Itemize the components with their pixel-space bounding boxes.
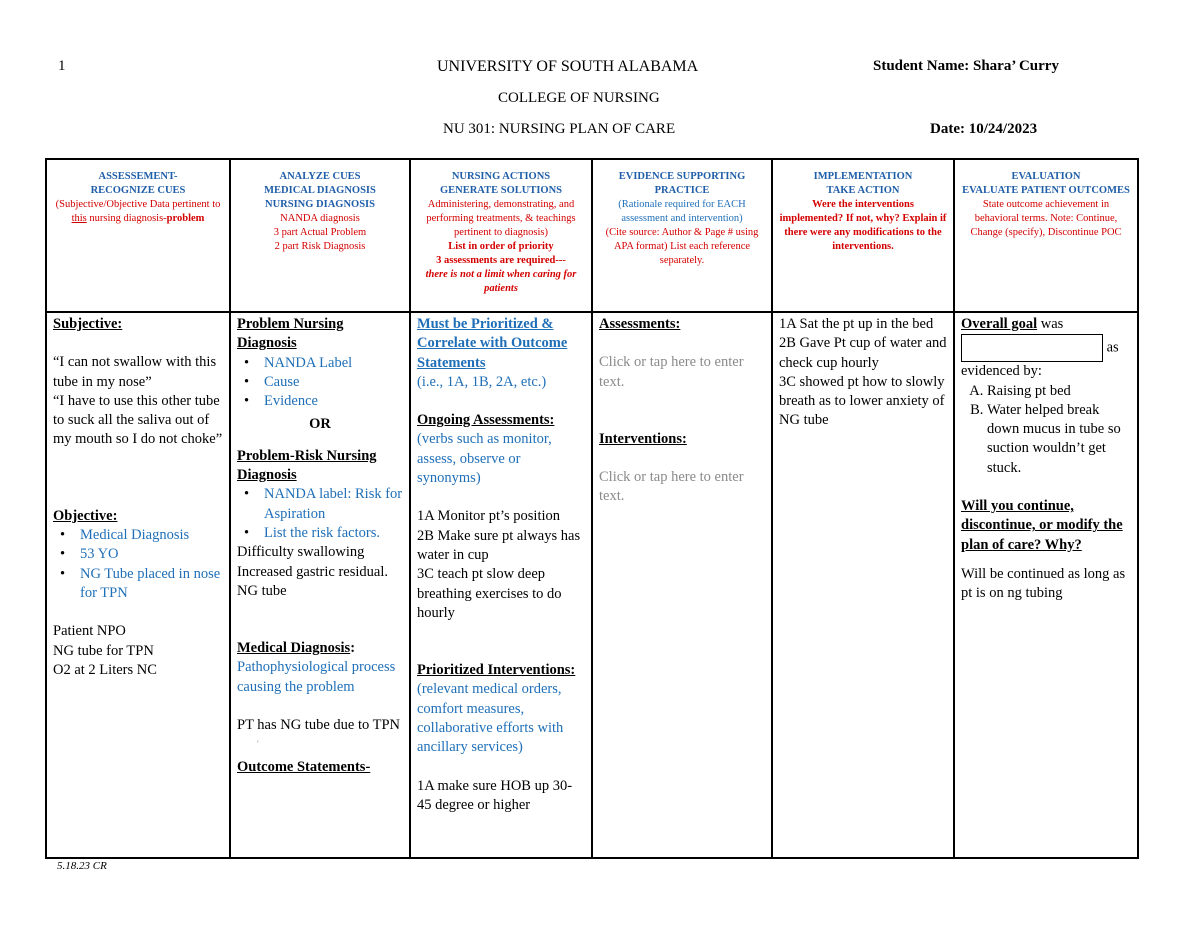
interventions-text-field[interactable]: Click or tap here to enter text. <box>599 469 744 505</box>
objective-line: O2 at 2 Liters NC <box>53 661 157 678</box>
ongoing-assessments-heading: Ongoing Assessments: <box>417 412 555 429</box>
subjective-quote: “I have to use this other tube to suck all the saliva out of my mouth so I do not choke” <box>53 392 223 448</box>
student-name: Student Name: Shara’ Curry <box>873 58 1059 74</box>
diagnosis-cell <box>230 312 410 858</box>
evidence-list <box>961 382 1131 478</box>
table-header-row <box>46 159 1138 312</box>
medical-diagnosis-heading: Medical Diagnosis: <box>237 640 356 657</box>
list-item: • NG Tube placed in nose for TPN <box>80 565 223 604</box>
column-header-evidence: EVIDENCE SUPPORTING PRACTICE (Rationale required for EACH assessment and intervention) (Cite source: Author & Page # using APA format) List each reference separately. <box>592 159 772 312</box>
ongoing-assessments-description: (verbs such as monitor, assess, observe or synonyms) <box>417 431 552 487</box>
list-item: • NANDA Label <box>264 354 403 373</box>
risk-factor: Difficulty swallowing <box>237 544 365 561</box>
prioritized-interventions-heading: Prioritized Interventions: <box>417 662 576 679</box>
subjective-quote: “I can not swallow with this tube in my nose” <box>53 354 217 390</box>
nursing-actions-cell <box>410 312 592 858</box>
care-plan-table <box>45 158 1139 859</box>
list-item: • NANDA label: Risk for Aspiration <box>264 485 403 524</box>
assessments-text-field[interactable]: Click or tap here to enter text. <box>599 354 744 390</box>
column-header-implementation: IMPLEMENTATION TAKE ACTION Were the interventions implemented? If not, why? Explain if there were any modifications to the interventions. <box>772 159 954 312</box>
overall-goal-line: Overall goal was <box>961 316 1064 332</box>
column-header-nursing-actions: NURSING ACTIONS GENERATE SOLUTIONS Administering, demonstrating, and performing treatments, & teachings pertinent to diagnosis) List in order of priority 3 assessments are required--- there is not a limit when caring for patients <box>410 159 592 312</box>
footer-version: 5.18.23 CR <box>57 860 107 872</box>
column-header-analyze: ANALYZE CUES MEDICAL DIAGNOSIS NURSING DIAGNOSIS NANDA diagnosis 3 part Actual Problem 2 part Risk Diagnosis <box>230 159 410 312</box>
implementation-item: 1A Sat the pt up in the bed <box>779 316 934 332</box>
column-header-evaluation: EVALUATION EVALUATE PATIENT OUTCOMES State outcome achievement in behavioral terms. Note: Continue, Change (specify), Discontinue POC <box>954 159 1138 312</box>
objective-heading: Objective: <box>53 507 118 524</box>
list-item: • Medical Diagnosis <box>80 526 223 545</box>
evidenced-by-label: evidenced by: <box>961 363 1042 380</box>
course-title: NU 301: NURSING PLAN OF CARE <box>443 121 676 137</box>
implementation-cell <box>772 312 954 858</box>
list-item: • Evidence <box>264 392 403 411</box>
interventions-description: (relevant medical orders, comfort measures, collaborative efforts with ancillary services) <box>417 681 564 756</box>
assessment-item: 2B Make sure pt always has water in cup <box>417 527 581 563</box>
objective-line: Patient NPO <box>53 623 126 640</box>
problem-diagnosis-heading: Problem Nursing Diagnosis <box>237 316 344 352</box>
table-body-row <box>46 312 1138 858</box>
risk-factor: NG tube <box>237 582 287 599</box>
list-item: • 53 YO <box>80 545 223 564</box>
assessment-item: 1A Monitor pt’s position <box>417 508 561 525</box>
goal-input-field[interactable] <box>961 334 1103 362</box>
prioritized-example: (i.e., 1A, 1B, 2A, etc.) <box>417 373 547 390</box>
continue-answer: Will be continued as long as pt is on ng tubing <box>961 565 1126 602</box>
university-title: UNIVERSITY OF SOUTH ALABAMA <box>437 58 699 75</box>
medical-diagnosis-text: PT has NG tube due to TPN <box>237 717 400 734</box>
list-item: • List the risk factors. <box>264 524 403 543</box>
problem-list <box>237 354 403 412</box>
implementation-item: 3C showed pt how to slowly breath as to lower anxiety of NG tube <box>779 373 945 429</box>
evidence-assessments-heading: Assessments: <box>599 316 681 332</box>
implementation-item: 2B Gave Pt cup of water and check cup hourly <box>779 335 947 371</box>
page-number: 1 <box>58 58 66 74</box>
evidence-cell <box>592 312 772 858</box>
college-title: COLLEGE OF NURSING <box>498 90 660 106</box>
objective-list <box>53 526 223 603</box>
intervention-item: 1A make sure HOB up 30-45 degree or higher <box>417 777 573 813</box>
evidence-interventions-heading: Interventions: <box>599 430 687 447</box>
outcome-statements-heading: Outcome Statements- <box>237 759 371 776</box>
column-header-assessment: ASSESSEMENT- RECOGNIZE CUES (Subjective/Objective Data pertinent to this nursing diagnosis-problem <box>46 159 230 312</box>
list-item: • Cause <box>264 373 403 392</box>
medical-diagnosis-description: Pathophysiological process causing the problem <box>237 659 396 695</box>
tiny-mark: ' <box>257 739 259 750</box>
goal-input-line: as <box>961 334 1131 362</box>
risk-list <box>237 485 403 543</box>
list-item: B. Water helped break down mucus in tube so suction wouldn’t get stuck. <box>987 401 1131 478</box>
assessment-item: 3C teach pt slow deep breathing exercises to do hourly <box>417 566 562 621</box>
objective-line: NG tube for TPN <box>53 642 154 659</box>
date-label: Date: 10/24/2023 <box>930 121 1038 137</box>
risk-diagnosis-heading: Problem-Risk Nursing Diagnosis <box>237 447 377 484</box>
list-item: A. Raising pt bed <box>987 382 1131 401</box>
evaluation-cell <box>954 312 1138 858</box>
continue-question: Will you continue, discontinue, or modify the plan of care? Why? <box>961 498 1123 553</box>
subjective-heading: Subjective: <box>53 316 123 332</box>
assessment-cell <box>46 312 230 858</box>
risk-factor: Increased gastric residual. <box>237 563 388 580</box>
or-separator: OR <box>309 416 331 433</box>
prioritized-heading: Must be Prioritized & Correlate with Outcome Statements <box>417 316 568 371</box>
